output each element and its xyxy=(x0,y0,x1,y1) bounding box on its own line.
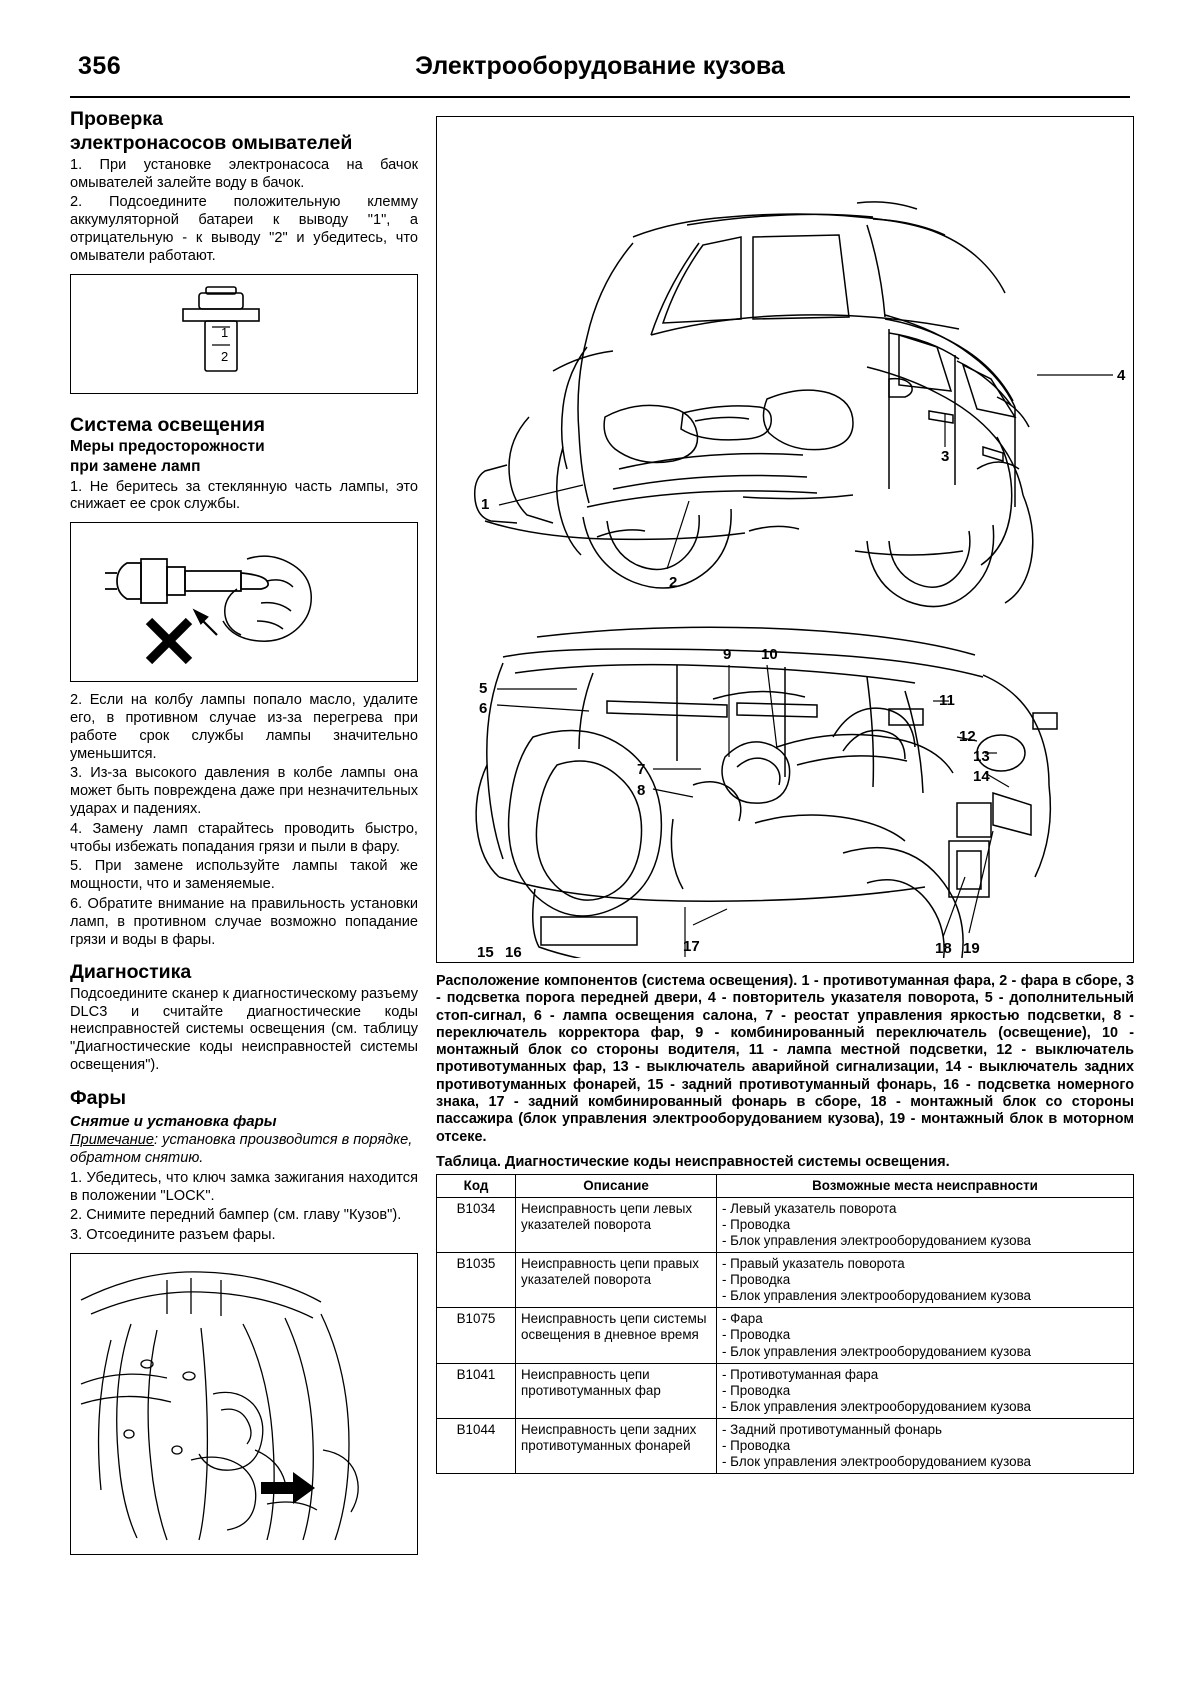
page-title: Электрооборудование кузова xyxy=(415,52,785,80)
headlight-removal-title: Снятие и установка фары xyxy=(70,1113,277,1131)
place-line: - Задний противотуманный фонарь xyxy=(722,1421,943,1437)
callout-8: 8 xyxy=(637,782,646,799)
place-line: - Правый указатель поворота xyxy=(722,1256,905,1272)
headlight-connector-drawing xyxy=(71,1254,415,1550)
callout-19: 19 xyxy=(963,940,980,957)
headlight-step-2: 2. Снимите передний бампер (см. главу "Кузов"). xyxy=(70,1207,402,1224)
place-line: - Фара xyxy=(722,1311,763,1327)
place-line: - Блок управления электрооборудованием кузова xyxy=(722,1343,1031,1359)
lamp-precaution-3: 3. Из-за высокого давления в колбе лампы она может быть повреждена даже при незначительных ударах и падениях. xyxy=(70,765,418,817)
callout-12: 12 xyxy=(959,728,976,745)
page-number: 356 xyxy=(78,52,122,80)
callout-6: 6 xyxy=(479,700,488,717)
callout-18: 18 xyxy=(935,940,952,957)
header-description: Описание xyxy=(516,1174,717,1197)
place-line: - Блок управления электрооборудованием кузова xyxy=(722,1233,1031,1249)
figure-bulb-handling xyxy=(70,522,418,682)
section-diagnostics-title: Диагностика xyxy=(70,961,192,984)
bulb-handling-drawing xyxy=(71,523,415,677)
place-line: - Проводка xyxy=(722,1327,791,1343)
cell-places xyxy=(717,1197,1134,1252)
diagnostics-text: Подсоедините сканер к диагностическому разъему DLC3 и считайте диагностические коды неисправностей системы освещения (см. таблицу "Диагностические коды неисправностей системы освещения"). xyxy=(70,985,418,1073)
figure-lighting-components-location xyxy=(436,116,1134,963)
cell-code: B1041 xyxy=(437,1363,516,1418)
pump-terminal-label-2: 2 xyxy=(221,348,229,364)
cell-places xyxy=(717,1253,1134,1308)
figure-headlight-connector xyxy=(70,1253,418,1555)
table-row xyxy=(437,1197,1134,1252)
header-possible-faults: Возможные места неисправности xyxy=(717,1174,1134,1197)
lamp-precaution-4: 4. Замену ламп старайтесь проводить быстро, чтобы избежать попадания грязи и пыли в фару. xyxy=(70,820,418,855)
left-column xyxy=(70,108,418,1565)
cell-description: Неисправность цепи правых указателей поворота xyxy=(516,1253,717,1308)
figure-caption: Расположение компонентов (система освещения). 1 - противотуманная фара, 2 - фара в сборе, 3 - подсветка порога передней двери, 4 - повторитель указателя поворота, 5 - дополнительный стоп-сигнал, 6 - лампа освещения салона, 7 - реостат управления яркостью подсветки, 8 - переключатель корректора фар, 9 - комбинированный переключатель (освещение), 10 - монтажный блок со стороны водителя, 11 - лампа местной подсветки, 12 - выключатель противотуманных фар, 13 - выключатель аварийной сигнализации, 14 - выключатель задних противотуманных фонарей, 15 - задний противотуманный фонарь, 16 - подсветка номерного знака, 17 - задний комбинированный фонарь в сборе, 18 - монтажный блок со стороны пассажира (блок управления электрооборудованием кузова), 19 - монтажный блок в моторном отсеке. xyxy=(436,973,1134,1145)
cell-description: Неисправность цепи левых указателей поворота xyxy=(516,1197,717,1252)
section-lighting-system-title: Система освещения xyxy=(70,413,265,436)
cell-code: B1075 xyxy=(437,1308,516,1363)
callout-2: 2 xyxy=(669,574,678,591)
cell-code: B1044 xyxy=(437,1418,516,1473)
place-line: - Левый указатель поворота xyxy=(722,1200,897,1216)
table-title: Таблица. Диагностические коды неисправностей системы освещения. xyxy=(436,1153,950,1170)
place-line: - Проводка xyxy=(722,1382,791,1398)
cell-places xyxy=(717,1308,1134,1363)
figure-washer-pump-connector xyxy=(70,274,418,394)
cell-places xyxy=(717,1418,1134,1473)
washer-step-2: 2. Подсоедините положительную клемму аккумуляторной батареи к выводу "1", а отрицательную - к выводу "2" и убедитесь, что омыватели работают. xyxy=(70,194,418,264)
cell-code: B1035 xyxy=(437,1253,516,1308)
headlight-step-1: 1. Убедитесь, что ключ замка зажигания находится в положении "LOCK". xyxy=(70,1169,418,1204)
table-row xyxy=(437,1418,1134,1473)
lamp-precaution-6: 6. Обратите внимание на правильность установки ламп, в противном случае возможно попадание грязи и воды в фары. xyxy=(70,895,418,948)
place-line: - Проводка xyxy=(722,1437,791,1453)
callout-15: 15 xyxy=(477,944,494,958)
callout-16: 16 xyxy=(505,944,522,958)
table-header-row xyxy=(437,1174,1134,1197)
table-row xyxy=(437,1363,1134,1418)
dtc-table xyxy=(436,1174,1134,1474)
callout-11: 11 xyxy=(939,692,955,709)
lamp-precaution-2: 2. Если на колбу лампы попало масло, удалите его, в противном случае из-за перегрева при работе срок службы лампы значительно уменьшится. xyxy=(70,692,418,762)
place-line: - Блок управления электрооборудованием кузова xyxy=(722,1288,1031,1304)
lighting-components-drawing xyxy=(437,117,1133,958)
headlight-note-label: Примечание xyxy=(70,1132,155,1149)
callout-1: 1 xyxy=(481,496,490,513)
lamp-precaution-5: 5. При замене используйте лампы такой же мощности, что и заменяемые. xyxy=(70,858,418,893)
place-line: - Противотуманная фара xyxy=(722,1366,879,1382)
place-line: - Блок управления электрооборудованием кузова xyxy=(722,1398,1031,1414)
cell-code: B1034 xyxy=(437,1197,516,1252)
page-columns xyxy=(70,108,1134,1565)
table-row xyxy=(437,1253,1134,1308)
right-column xyxy=(436,108,1134,1565)
headlight-step-3: 3. Отсоедините разъем фары. xyxy=(70,1227,276,1244)
callout-3: 3 xyxy=(941,448,950,465)
callout-4: 4 xyxy=(1117,367,1126,384)
place-line: - Проводка xyxy=(722,1272,791,1288)
page-header xyxy=(70,48,1130,94)
section-washer-pump-check-title-1: Проверка xyxy=(70,108,163,130)
callout-14: 14 xyxy=(973,768,990,785)
place-line: - Блок управления электрооборудованием кузова xyxy=(722,1453,1031,1469)
callout-13: 13 xyxy=(973,748,990,765)
pump-terminal-label-1: 1 xyxy=(221,324,229,340)
cell-places xyxy=(717,1363,1134,1418)
lamp-precaution-1: 1. Не беритесь за стеклянную часть лампы, это снижает ее срок службы. xyxy=(70,478,418,513)
lighting-precautions-title-1: Меры предосторожности xyxy=(70,438,265,456)
cell-description: Неисправность цепи системы освещения в дневное время xyxy=(516,1308,717,1363)
cell-description: Неисправность цепи задних противотуманных фонарей xyxy=(516,1418,717,1473)
table-row xyxy=(437,1308,1134,1363)
headlight-note xyxy=(70,1132,418,1168)
washer-step-1: 1. При установке электронасоса на бачок омывателей залейте воду в бачок. xyxy=(70,156,418,191)
washer-pump-drawing xyxy=(71,275,415,389)
callout-9: 9 xyxy=(723,646,732,663)
place-line: - Проводка xyxy=(722,1216,791,1232)
cell-description: Неисправность цепи противотуманных фар xyxy=(516,1363,717,1418)
callout-7: 7 xyxy=(637,761,646,778)
section-washer-pump-check-title-2: электронасосов омывателей xyxy=(70,132,353,155)
lighting-precautions-title-2: при замене ламп xyxy=(70,458,201,476)
callout-17: 17 xyxy=(683,938,700,955)
callout-10: 10 xyxy=(761,646,778,663)
headlight-note-text: : установка производится в порядке, обратном снятию. xyxy=(70,1132,413,1166)
header-divider xyxy=(70,96,1130,98)
section-headlights-title: Фары xyxy=(70,1086,127,1109)
header-code: Код xyxy=(437,1174,516,1197)
callout-5: 5 xyxy=(479,680,488,697)
